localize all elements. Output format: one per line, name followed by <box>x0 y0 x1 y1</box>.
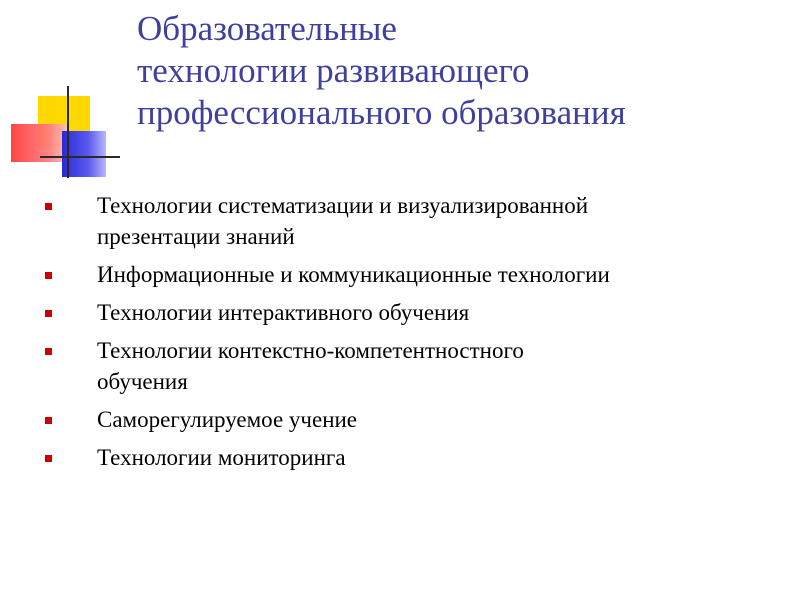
title-line: Образовательные <box>137 9 397 48</box>
bullet-item <box>45 404 795 435</box>
bullet-text: Технологии контекстно-компетентностного <box>97 338 524 363</box>
square-bullet-icon <box>45 272 52 279</box>
bullet-list <box>45 190 795 480</box>
bullet-item <box>45 297 795 328</box>
square-bullet-icon <box>45 348 52 355</box>
bullet-text: Технологии мониторинга <box>97 445 346 470</box>
square-bullet-icon <box>45 417 52 424</box>
slide-title <box>137 8 777 134</box>
bullet-item <box>45 335 795 397</box>
bullet-text: Саморегулируемое учение <box>97 407 358 432</box>
square-bullet-icon <box>45 203 52 210</box>
vertical-line <box>67 86 69 178</box>
bullet-item <box>45 190 795 252</box>
square-bullet-icon <box>45 455 52 462</box>
square-bullet-icon <box>45 310 52 317</box>
bullet-text: Технологии интерактивного обучения <box>97 300 470 325</box>
title-line: технологии развивающего <box>137 51 530 90</box>
title-line: профессионального образования <box>137 93 626 132</box>
color-squares-logo-icon <box>0 0 140 190</box>
horizontal-line <box>40 156 120 158</box>
bullet-item <box>45 442 795 473</box>
bullet-text: Информационные и коммуникационные технологии <box>97 262 610 287</box>
bullet-item <box>45 259 795 290</box>
bullet-text: презентации знаний <box>97 224 295 249</box>
bullet-text: обучения <box>97 369 188 394</box>
bullet-text: Технологии систематизации и визуализированной <box>97 193 588 218</box>
